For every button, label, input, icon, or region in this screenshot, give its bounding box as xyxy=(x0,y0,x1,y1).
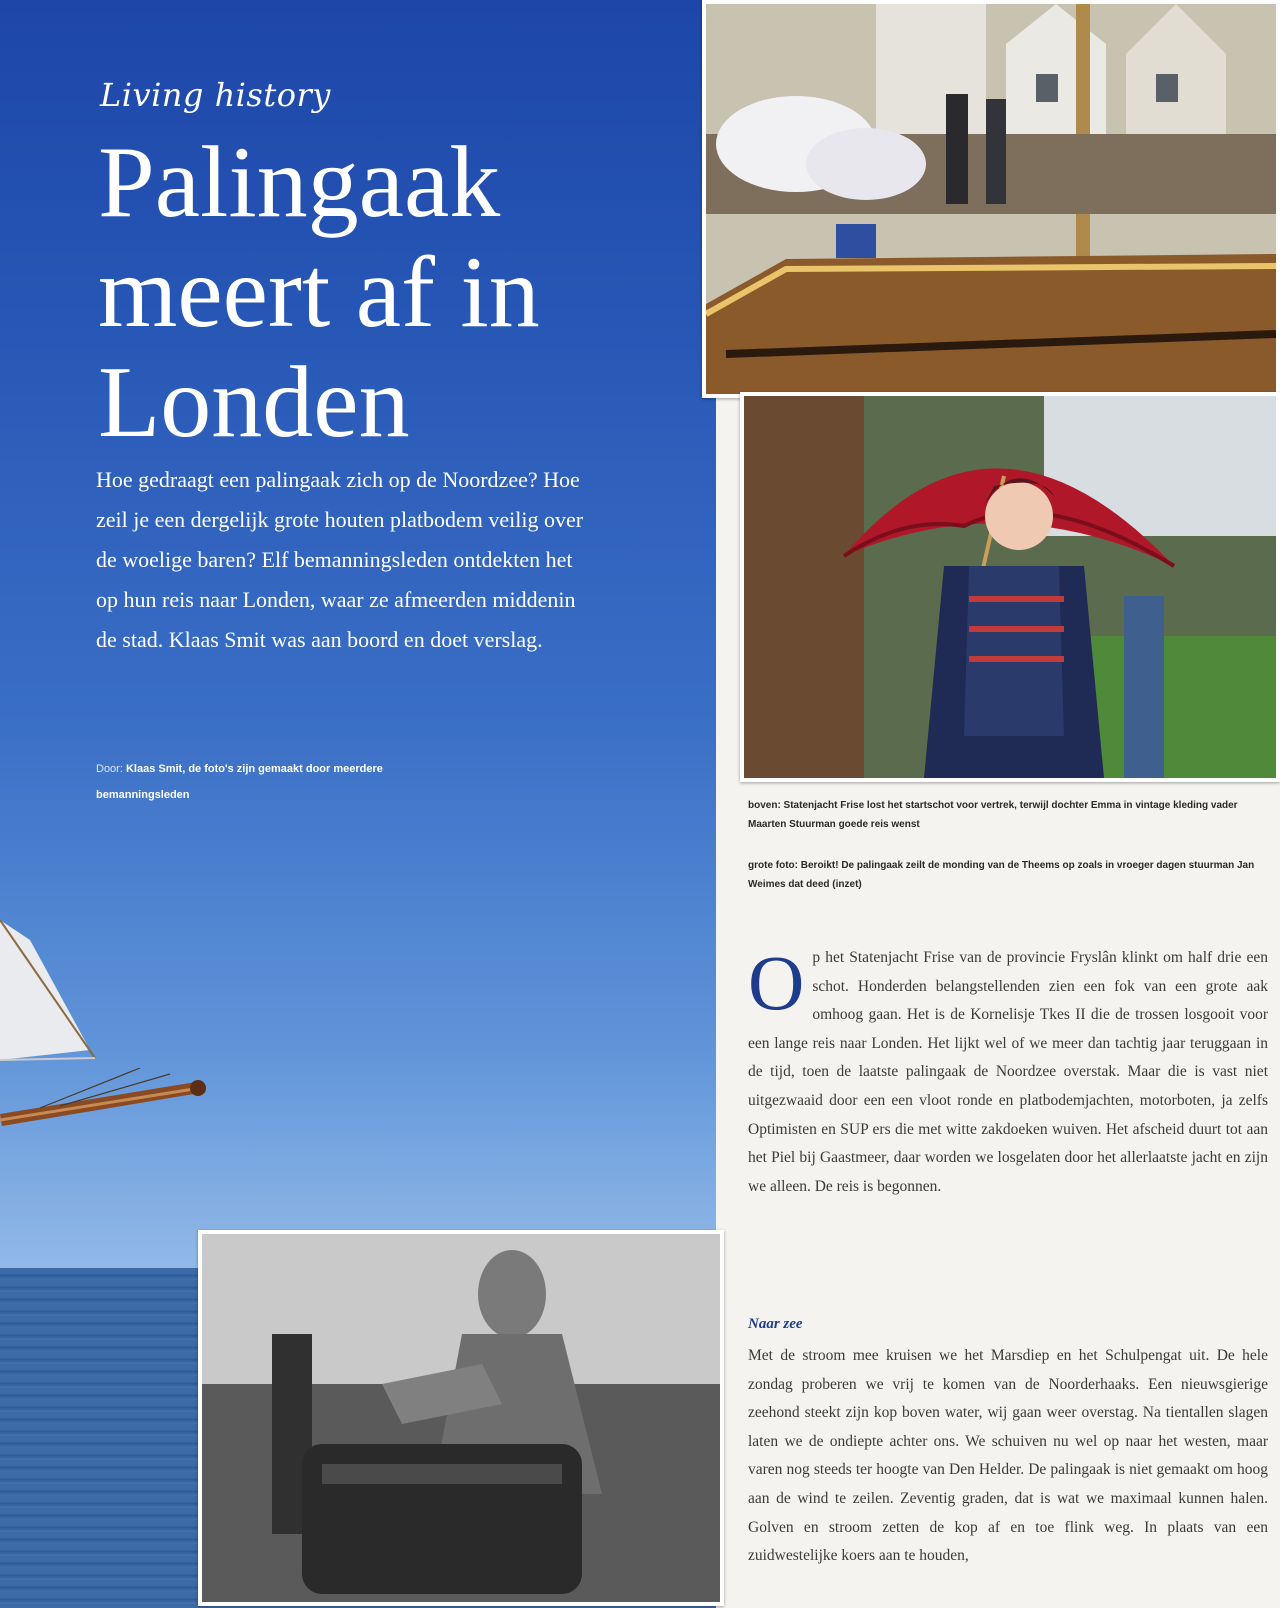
boat-photo xyxy=(702,0,1280,398)
body-paragraph-1-text: p het Statenjacht Frise van de provincie Fryslân klinkt om half drie een schot. Honderden belangstellenden zien een fok van een grote aak omhoog gaan. Het is de Kornelisje Tkes II die de trossen losgooit voor een lange reis naar Londen. Het lijkt wel of we meer dan tachtig jaar teruggaan in de tijd, toen de laatste palingaak de Noordzee overstak. Maar die is vast niet uitgezwaaid door een een vloot ronde en platbodemjachten, motorboten, ja zelfs Optimisten en SUP ers die met witte zakdoeken wuiven. Het afscheid duurt tot aan het Piel bij Gaastmeer, daar worden we losgelaten door het allerlaatste jacht en zijn we alleen. De reis is begonnen. xyxy=(748,949,1268,1195)
headline-line: Londen xyxy=(98,346,410,459)
section-subhead: Naar zee xyxy=(748,1316,803,1332)
bowsprit-illustration xyxy=(0,1068,210,1138)
sail-illustration xyxy=(0,900,110,1070)
article-kicker: Living history xyxy=(100,76,331,114)
photo-caption-large: grote foto: Beroikt! De palingaak zeilt de monding van de Theems op zoals in vroeger dagen stuurman Jan Weimes dat deed (inzet) xyxy=(748,860,1255,890)
photo-caption-top: boven: Statenjacht Frise lost het startschot voor vertrek, terwijl dochter Emma in vintage kleding vader Maarten Stuurman goede reis wenst xyxy=(748,800,1238,830)
byline xyxy=(96,756,426,808)
article-lead: Hoe gedraagt een palingaak zich op de Noordzee? Hoe zeil je een dergelijk grote houten platbodem veilig over de woelige baren? Elf bemanningsleden ontdekten het op hun reis naar Londen, waar ze afmeerden middenin de stad. Klaas Smit was aan boord en doet verslag. xyxy=(96,467,584,652)
headline-line: meert af in xyxy=(98,236,540,349)
drop-cap: O xyxy=(748,939,805,1026)
body-paragraph-1 xyxy=(748,939,1268,1201)
body-paragraph-2: Met de stroom mee kruisen we het Marsdiep en het Schulpengat uit. De hele zondag proberen we vrij te komen van de Noorderhaaks. Een nieuwsgierige zeehond steekt zijn kop boven water, wij gaan weer overstag. Na tientallen slagen laten we de ondiepte achter ons. We schuiven nu wel op naar het westen, maar varen nog steeds ter hoogte van Den Helder. De palingaak is niet gemaakt om hoog aan de wind te zeilen. Zeventig graden, dat is wat we maximaal kunnen halen. Golven en stroom zetten de kop af en toe flink weg. In plaats van een zuidwestelijke koers aan te houden, xyxy=(748,1347,1268,1565)
byline-prefix: Door: xyxy=(96,763,123,775)
statue-inset-photo xyxy=(198,1230,724,1606)
article-headline xyxy=(98,128,698,458)
headline-line: Palingaak xyxy=(98,126,501,239)
umbrella-photo xyxy=(740,392,1280,782)
byline-text: Klaas Smit, de foto's zijn gemaakt door meerdere bemanningsleden xyxy=(96,763,383,801)
